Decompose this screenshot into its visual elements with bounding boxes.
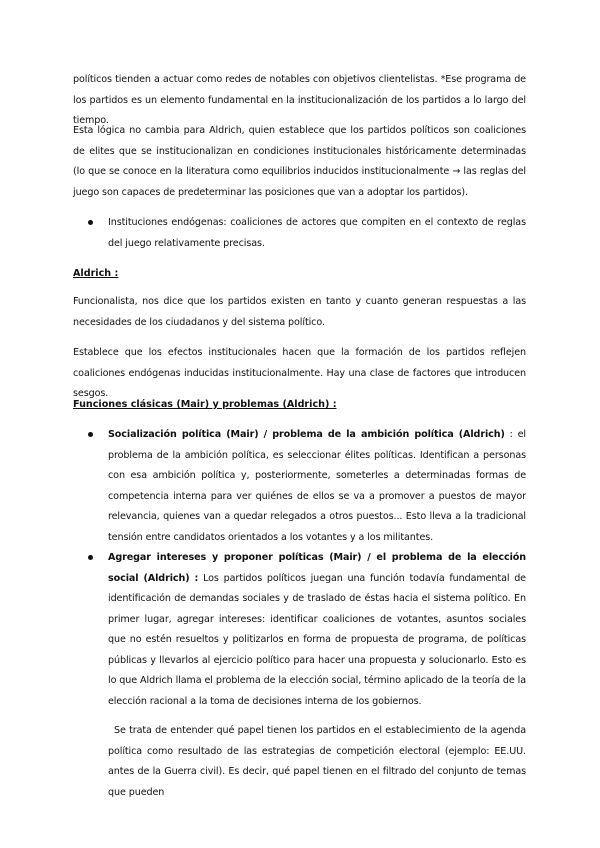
bullet-agregar-text: Los partidos políticos juegan una función todavía fundamental de identificación de demandas sociales y de traslado de éstas hacia el sistema político. En primer lugar, agregar intereses: identificar coaliciones de votantes, asuntos sociales que no estén resueltos y politizarlos en forma de propuesta de programa, de políticas públicas y llevarlos al ejercicio político para hacer una propuesta y solucionarlo. Esto es lo que Aldrich llama el problema de la elección social, término aplicado de la teoría de la elección racional a la toma de decisiones interna de los gobiernos. xyxy=(108,572,526,707)
bullet-socializacion-text: : el problema de la ambición política, es seleccionar élites políticas. Identifican a personas con esa ambición política y, posteriormente, someterles a determinadas formas de competencia interna para ver quiénes de ellos se va a promover a puestos de mayor relevancia, quienes van a quedar relegados a otros puestos... Esto lleva a la tradicional tensión entre candidatos orientados a los votantes y a los militantes. xyxy=(108,429,526,543)
bullet-agregar-intereses xyxy=(108,548,526,712)
bullet-dot xyxy=(88,213,93,234)
heading-funciones-clasicas: Funciones clásicas (Mair) y problemas (Aldrich) : xyxy=(73,399,337,410)
bullet-agregar-title: Agregar intereses y proponer políticas (Mair) / el problema de la elección social (Aldrich) : xyxy=(108,552,526,584)
bullet-dot xyxy=(88,425,93,446)
paragraph-funcionalista: Funcionalista, nos dice que los partidos existen en tanto y cuanto generan respuestas a las necesidades de los ciudadanos y del sistema político. xyxy=(73,296,526,328)
bullet-instituciones-endogenas: Instituciones endógenas: coaliciones de actores que compiten en el contexto de reglas del juego relativamente precisas. xyxy=(108,217,526,249)
heading-aldrich: Aldrich : xyxy=(73,268,119,279)
bullet-socializacion-title: Socialización política (Mair) / problema de la ambición política (Aldrich) xyxy=(108,429,505,440)
bullet-dot xyxy=(88,548,93,569)
paragraph-efectos-institucionales: Establece que los efectos institucionales hacen que la formación de los partidos reflejen coaliciones endógenas inducidas institucionalmente. Hay una clase de factores que introducen sesgos. xyxy=(73,347,526,399)
paragraph-agenda-politica: Se trata de entender qué papel tienen los partidos en el establecimiento de la agenda política como resultado de las estrategias de competición electoral (ejemplo: EE.UU. antes de la Guerra civil). Es decir, qué papel tienen en el filtrado del conjunto de temas que pueden xyxy=(108,725,526,798)
paragraph-aldrich-logica: Esta lógica no cambia para Aldrich, quien establece que los partidos políticos son coaliciones de elites que se institucionalizan en condiciones institucionales históricamente determinadas (lo que se conoce en la literatura como equilibrios inducidos institucionalmente → las reglas del juego son capaces de predeterminar las posiciones que van a adoptar los partidos). xyxy=(73,125,526,198)
bullet-socializacion-politica xyxy=(108,425,526,548)
paragraph-programa: políticos tienden a actuar como redes de notables con objetivos clientelistas. *Ese programa de los partidos es un elemento fundamental en la institucionalización de los partidos a lo largo del tiempo. xyxy=(73,74,526,126)
